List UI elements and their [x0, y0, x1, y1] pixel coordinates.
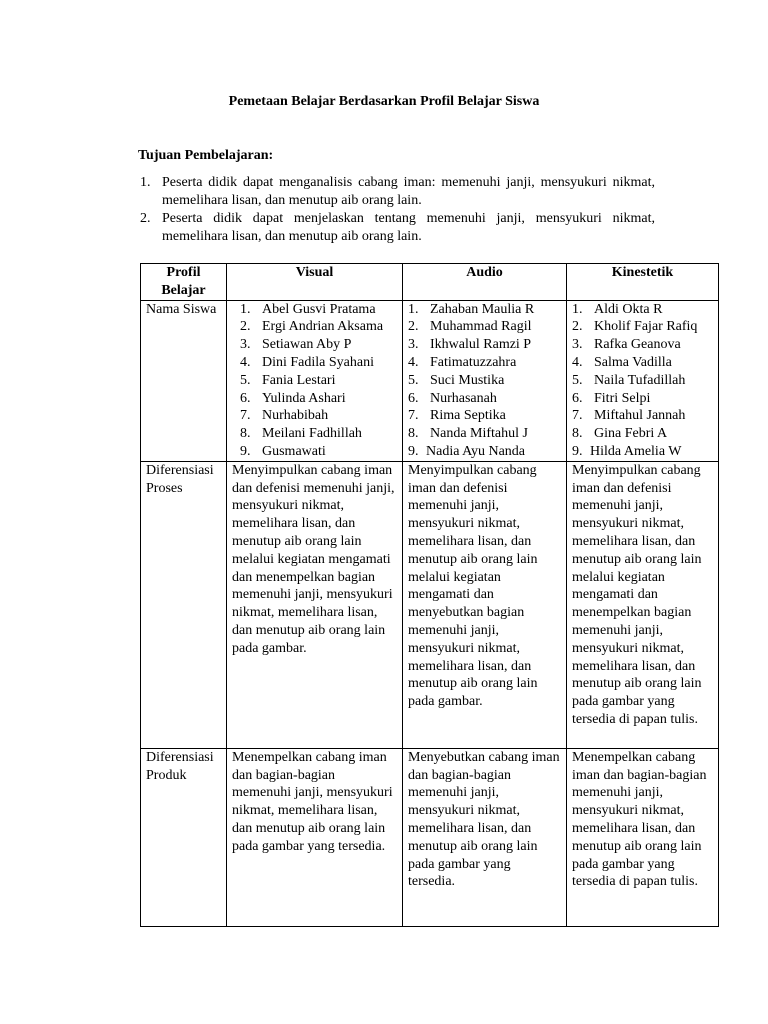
student-number: 6.	[572, 390, 583, 406]
student-number: 6.	[408, 390, 419, 406]
student-list-item	[572, 354, 713, 372]
student-name: Nurhasanah	[430, 390, 497, 406]
student-number: 9.	[408, 443, 419, 459]
student-list-item	[572, 301, 713, 319]
objective-item	[138, 174, 655, 210]
student-list-item	[232, 354, 397, 372]
student-name: Ikhwalul Ramzi P	[430, 337, 532, 353]
produk-audio-cell: Menyebutkan cabang iman dan bagian-bagian memenuhi janji, mensyukuri nikmat, memelihara lisan, dan menutup aib orang lain pada gambar yang tersedia.	[403, 748, 567, 926]
student-number: 4.	[408, 354, 419, 370]
student-number: 7.	[572, 408, 583, 424]
student-list-item	[408, 443, 561, 461]
table-header-row	[141, 264, 719, 301]
header-audio: Audio	[403, 264, 567, 301]
student-name: Miftahul Jannah	[594, 408, 686, 424]
student-number: 5.	[240, 372, 251, 388]
student-name: Yulinda Ashari	[262, 390, 346, 406]
student-name: Salma Vadilla	[594, 354, 672, 370]
student-name: Ergi Andrian Aksama	[262, 319, 384, 335]
student-name: Muhammad Ragil	[430, 319, 532, 335]
student-list-item	[232, 407, 397, 425]
row-label-nama-siswa: Nama Siswa	[141, 300, 227, 461]
student-number: 1.	[408, 301, 419, 317]
student-list-item	[232, 372, 397, 390]
student-name: Naila Tufadillah	[594, 372, 686, 388]
objective-text: Peserta didik dapat menjelaskan tentang memenuhi janji, mensyukuri nikmat, memelihara lisan, dan menutup aib orang lain.	[162, 211, 655, 244]
student-list-item	[408, 372, 561, 390]
student-list-item	[572, 425, 713, 443]
student-number: 4.	[240, 354, 251, 370]
student-name: Zahaban Maulia R	[430, 301, 535, 317]
student-number: 9.	[240, 443, 251, 459]
objective-number: 1.	[140, 175, 151, 190]
learning-profile-table	[140, 263, 719, 927]
student-number: 9.	[572, 443, 583, 459]
student-name: Nurhabibah	[262, 408, 329, 424]
audio-student-list	[408, 301, 561, 461]
header-profil-belajar: Profil Belajar	[141, 264, 227, 301]
student-list-item	[572, 336, 713, 354]
objective-text: Peserta didik dapat menganalisis cabang iman: memenuhi janji, mensyukuri nikmat, memelihara lisan, dan menutup aib orang lain.	[162, 175, 655, 208]
document-title: Pemetaan Belajar Berdasarkan Profil Belajar Siswa	[228, 94, 540, 109]
objective-item	[138, 210, 655, 246]
visual-student-cell	[227, 300, 403, 461]
student-name: Rafka Geanova	[594, 337, 681, 353]
student-number: 3.	[240, 337, 251, 353]
student-number: 7.	[408, 408, 419, 424]
student-list-item	[408, 336, 561, 354]
proses-kinestetik-cell: Menyimpulkan cabang iman dan defenisi memenuhi janji, mensyukuri nikmat, memelihara lisan, dan menutup aib orang lain melalui kegiatan mengamati dan menempelkan bagian memenuhi janji, mensyukuri nikmat, memelihara lisan, dan menutup aib orang lain pada gambar yang tersedia di papan tulis.	[567, 461, 719, 748]
student-number: 1.	[240, 301, 251, 317]
student-name: Meilani Fadhillah	[262, 426, 362, 442]
student-list-item	[408, 390, 561, 408]
student-name: Gina Febri A	[594, 426, 668, 442]
student-list-item	[232, 390, 397, 408]
header-kinestetik: Kinestetik	[567, 264, 719, 301]
student-number: 8.	[572, 426, 583, 442]
objectives-list	[138, 174, 655, 246]
student-name: Abel Gusvi Pratama	[262, 301, 376, 317]
student-name: Aldi Okta R	[594, 301, 663, 317]
student-name: Gusmawati	[262, 443, 326, 459]
student-name: Setiawan Aby P	[262, 337, 352, 353]
header-visual: Visual	[227, 264, 403, 301]
student-list-item	[408, 318, 561, 336]
student-list-item	[232, 301, 397, 319]
student-number: 4.	[572, 354, 583, 370]
student-name: Fania Lestari	[262, 372, 336, 388]
objectives-heading: Tujuan Pembelajaran:	[138, 148, 274, 163]
student-list-item	[408, 301, 561, 319]
table-row-nama-siswa	[141, 300, 719, 461]
student-number: 2.	[240, 319, 251, 335]
produk-kinestetik-cell: Menempelkan cabang iman dan bagian-bagian memenuhi janji, mensyukuri nikmat, memelihara lisan, dan menutup aib orang lain pada gambar yang tersedia di papan tulis.	[567, 748, 719, 926]
student-list-item	[408, 354, 561, 372]
student-number: 8.	[240, 426, 251, 442]
student-name: Rima Septika	[430, 408, 506, 424]
student-number: 2.	[408, 319, 419, 335]
student-list-item	[572, 407, 713, 425]
audio-student-cell	[403, 300, 567, 461]
student-name: Nanda Miftahul J	[430, 426, 528, 442]
student-name: Hilda Amelia W	[590, 443, 682, 459]
student-list-item	[232, 336, 397, 354]
student-list-item	[232, 425, 397, 443]
student-name: Dini Fadila Syahani	[262, 354, 374, 370]
student-name: Kholif Fajar Rafiq	[594, 319, 698, 335]
student-number: 3.	[408, 337, 419, 353]
student-list-item	[572, 372, 713, 390]
student-list-item	[232, 443, 397, 461]
student-name: Fitri Selpi	[594, 390, 651, 406]
student-number: 7.	[240, 408, 251, 424]
table-row-diferensiasi-proses	[141, 461, 719, 748]
student-number: 5.	[572, 372, 583, 388]
row-label-diferensiasi-proses: Diferensiasi Proses	[141, 461, 227, 748]
kinestetik-student-list	[572, 301, 713, 461]
proses-audio-cell: Menyimpulkan cabang iman dan defenisi memenuhi janji, mensyukuri nikmat, memelihara lisan, dan menutup aib orang lain melalui kegiatan mengamati dan menyebutkan bagian memenuhi janji, mensyukuri nikmat, memelihara lisan, dan menutup aib orang lain pada gambar.	[403, 461, 567, 748]
student-name: Fatimatuzzahra	[430, 354, 517, 370]
table-row-diferensiasi-produk	[141, 748, 719, 926]
row-label-diferensiasi-produk: Diferensiasi Produk	[141, 748, 227, 926]
student-number: 1.	[572, 301, 583, 317]
student-number: 3.	[572, 337, 583, 353]
proses-visual-cell: Menyimpulkan cabang iman dan defenisi memenuhi janji, mensyukuri nikmat, memelihara lisan, dan menutup aib orang lain melalui kegiatan mengamati dan menempelkan bagian memenuhi janji, mensyukuri nikmat, memelihara lisan, dan menutup aib orang lain pada gambar.	[227, 461, 403, 748]
objective-number: 2.	[140, 211, 151, 226]
student-list-item	[408, 425, 561, 443]
student-name: Suci Mustika	[430, 372, 505, 388]
student-number: 8.	[408, 426, 419, 442]
produk-visual-cell: Menempelkan cabang iman dan bagian-bagian memenuhi janji, mensyukuri nikmat, memelihara lisan, dan menutup aib orang lain pada gambar yang tersedia.	[227, 748, 403, 926]
student-number: 6.	[240, 390, 251, 406]
student-list-item	[572, 443, 713, 461]
visual-student-list	[232, 301, 397, 461]
student-list-item	[572, 390, 713, 408]
student-list-item	[572, 318, 713, 336]
student-list-item	[232, 318, 397, 336]
kinestetik-student-cell	[567, 300, 719, 461]
student-name: Nadia Ayu Nanda	[426, 443, 526, 459]
student-number: 5.	[408, 372, 419, 388]
student-number: 2.	[572, 319, 583, 335]
student-list-item	[408, 407, 561, 425]
